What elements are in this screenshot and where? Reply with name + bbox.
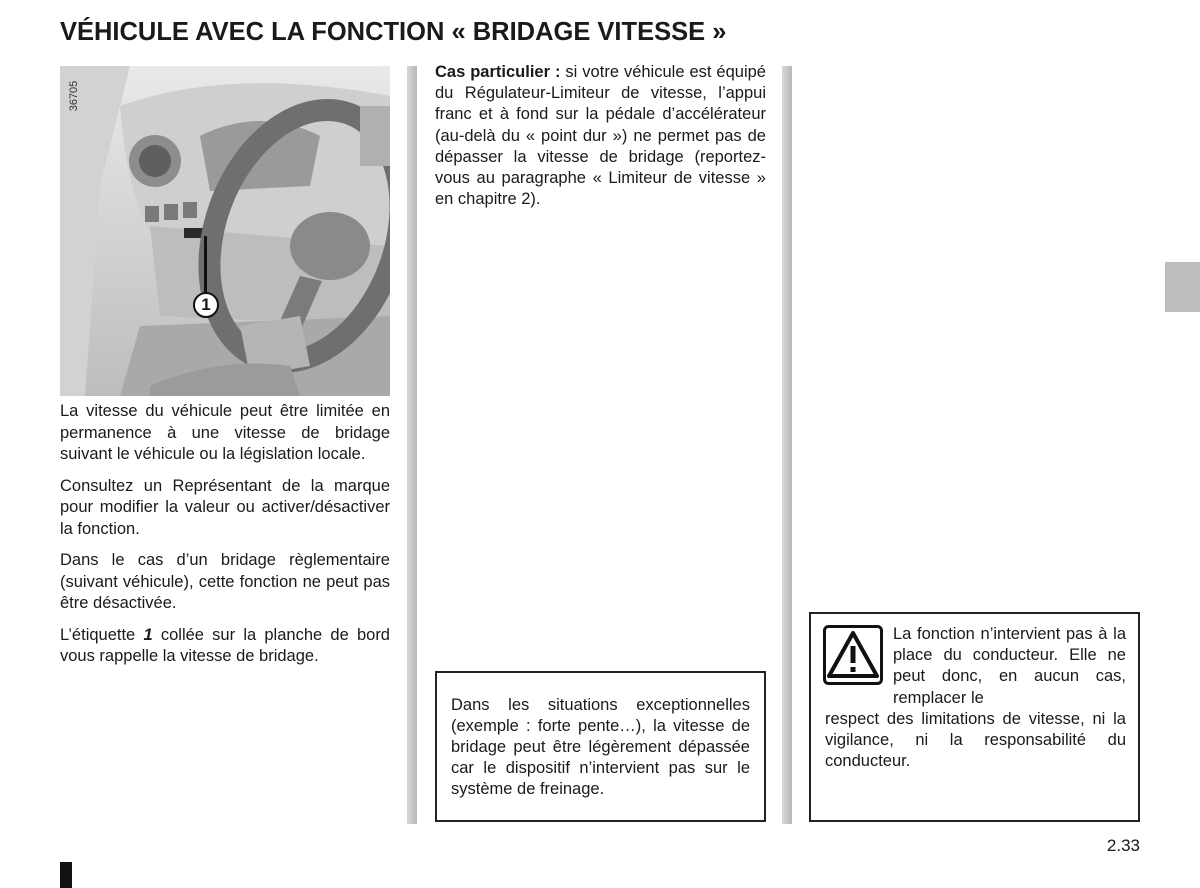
note-text: Dans les situations exceptionnelles (exemple : forte pente…), la vitesse de bridage peut être légèrement dépassée car le dispositif n’intervient pas sur le système de freinage. <box>451 696 750 798</box>
chapter-tab <box>1165 262 1200 312</box>
label-text-before: L’étiquette <box>60 625 144 644</box>
callout-marker: 1 <box>193 292 219 318</box>
special-case-text: si votre véhicule est équipé du Régulateur-Limiteur de vitesse, l’appui franc et à fond sur la pédale d’accélérateur (au-delà du « point dur ») ne permet pas de dépasser la vitesse de bridage (reportez-vous au paragraphe « Limiteur de vitesse » en chapitre 2). <box>435 63 766 209</box>
callout-leader-line <box>204 236 207 294</box>
left-column-text <box>60 401 390 678</box>
column-divider-right <box>782 66 792 824</box>
warning-triangle-icon <box>823 625 883 685</box>
figure-code: 36705 <box>68 80 80 112</box>
page-title: VÉHICULE AVEC LA FONCTION « BRIDAGE VITESSE » <box>60 18 727 46</box>
paragraph-special-case <box>435 62 766 210</box>
special-case-lead: Cas particulier : <box>435 63 561 81</box>
exceptional-situations-note <box>435 671 766 822</box>
paragraph-label <box>60 625 390 668</box>
corner-mark <box>60 862 72 888</box>
warning-text-content: La fonction n’intervient pas à la place du conducteur. Elle ne peut donc, en aucun cas, remplacer le <box>893 625 1126 707</box>
dashboard-illustration <box>60 66 390 396</box>
label-ref: 1 <box>143 625 153 644</box>
label-text-after: collée sur la planche de bord vous rappelle la vitesse de bridage. <box>60 625 390 665</box>
paragraph-speed-limit: La vitesse du véhicule peut être limitée en permanence à une vitesse de bridage suivant le véhicule ou la législation locale. <box>60 402 390 463</box>
paragraph-regulatory: Dans le cas d’un bridage règlementaire (suivant véhicule), cette fonction ne peut pas être désactivée. <box>60 551 390 612</box>
warning-box <box>809 612 1140 822</box>
middle-column-text <box>435 62 766 210</box>
page-number: 2.33 <box>1106 836 1140 855</box>
column-divider-left <box>407 66 417 824</box>
warning-text-continued: respect des limitations de vitesse, ni la vigilance, ni la responsabilité du conducteur. <box>825 709 1126 771</box>
dashboard-photo <box>60 66 390 396</box>
paragraph-consult-dealer: Consultez un Représentant de la marque pour modifier la valeur ou activer/désactiver la fonction. <box>60 476 390 538</box>
